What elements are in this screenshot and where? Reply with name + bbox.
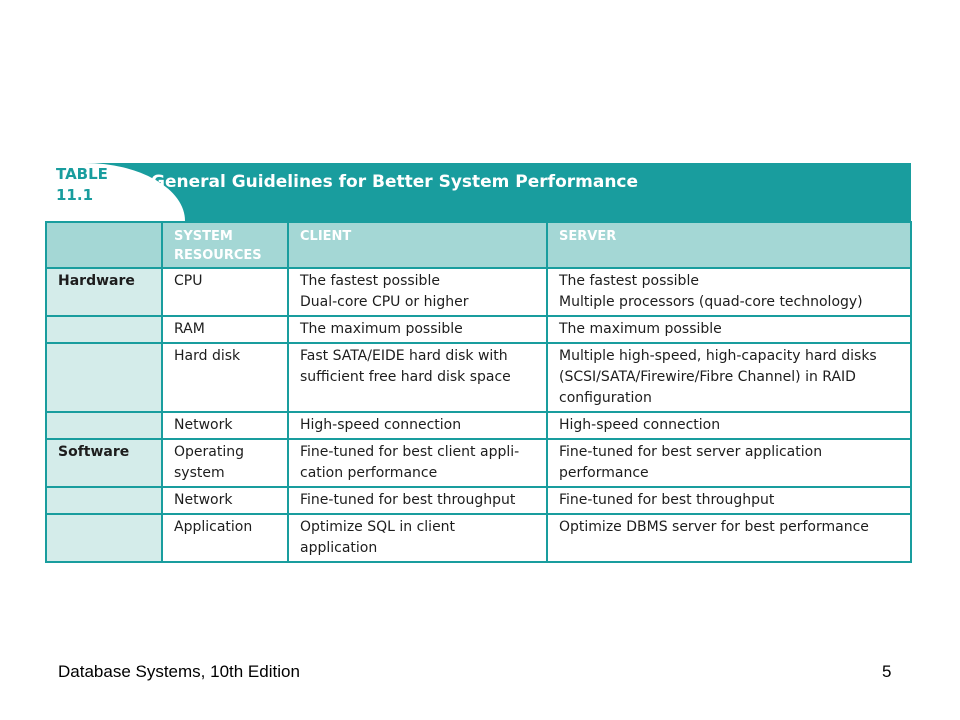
column-header-resources [162,222,288,268]
row-resource-line: Network [174,492,233,508]
table-row [46,316,911,343]
page-number: 5 [882,662,892,681]
row-server-guideline-line: performance [559,465,649,481]
row-resource [162,316,288,343]
row-client-guideline [288,268,547,316]
guidelines-table [45,221,912,563]
table-header-band [45,163,911,221]
row-category: Hardware [46,268,162,316]
footer-source: Database Systems, 10th Edition [58,662,300,681]
row-category: Software [46,439,162,487]
row-client-guideline-line: Fast SATA/EIDE hard disk with [300,348,508,364]
row-client-guideline-line: High-speed connection [300,417,462,433]
row-server-guideline-line: Multiple high-speed, high-capacity hard disks [559,348,877,364]
row-category [46,514,162,562]
row-client-guideline-line: Fine-tuned for best throughput [300,492,516,508]
table-row [46,514,911,562]
row-resource-line: Operating [174,444,244,460]
row-server-guideline-line: The fastest possible [559,273,699,289]
column-header-server: SERVER [547,222,911,268]
row-client-guideline-line: Optimize SQL in client [300,519,456,535]
column-header-resources-line: SYSTEM [174,229,233,244]
row-server-guideline-line: The maximum possible [559,321,722,337]
row-resource-line: CPU [174,273,203,289]
table-body [46,268,911,562]
row-server-guideline-line: High-speed connection [559,417,721,433]
row-client-guideline [288,316,547,343]
row-category [46,343,162,412]
row-client-guideline [288,343,547,412]
row-client-guideline-line: sufficient free hard disk space [300,369,511,385]
row-client-guideline [288,412,547,439]
row-server-guideline [547,343,911,412]
row-client-guideline-line: The fastest possible [300,273,440,289]
row-client-guideline [288,514,547,562]
row-client-guideline-line: application [300,540,378,556]
table-row [46,487,911,514]
row-server-guideline [547,439,911,487]
table-label-word: TABLE [56,165,108,183]
row-server-guideline [547,487,911,514]
column-header-resources-line: RESOURCES [174,248,262,263]
row-server-guideline [547,514,911,562]
table-row [46,268,911,316]
column-header-category [46,222,162,268]
table-row [46,439,911,487]
row-server-guideline-line: Multiple processors (quad-core technology) [559,294,863,310]
table-number-label [56,164,108,206]
row-resource [162,343,288,412]
row-resource-line: system [174,465,225,481]
row-client-guideline-line: Dual-core CPU or higher [300,294,469,310]
table-row [46,343,911,412]
row-category [46,412,162,439]
row-resource [162,439,288,487]
row-resource-line: Hard disk [174,348,241,364]
row-category [46,487,162,514]
table-header-row [46,222,911,268]
row-resource [162,487,288,514]
table-title: General Guidelines for Better System Performance [151,172,639,192]
row-server-guideline-line: Fine-tuned for best server application [559,444,823,460]
row-client-guideline-line: The maximum possible [300,321,463,337]
row-category [46,316,162,343]
table-label-number: 11.1 [56,186,94,204]
row-server-guideline-line: Optimize DBMS server for best performance [559,519,869,535]
row-resource-line: Application [174,519,253,535]
row-resource-line: RAM [174,321,205,337]
row-client-guideline-line: Fine-tuned for best client appli- [300,444,520,460]
row-resource [162,412,288,439]
table-row [46,412,911,439]
row-client-guideline-line: cation performance [300,465,438,481]
row-resource-line: Network [174,417,233,433]
row-server-guideline [547,412,911,439]
table-figure [45,163,911,563]
row-server-guideline [547,268,911,316]
row-resource [162,268,288,316]
row-server-guideline-line: (SCSI/SATA/Firewire/Fibre Channel) in RAID [559,369,856,385]
row-client-guideline [288,487,547,514]
row-server-guideline [547,316,911,343]
row-server-guideline-line: Fine-tuned for best throughput [559,492,775,508]
row-server-guideline-line: configuration [559,390,652,406]
row-resource [162,514,288,562]
column-header-client: CLIENT [288,222,547,268]
row-client-guideline [288,439,547,487]
